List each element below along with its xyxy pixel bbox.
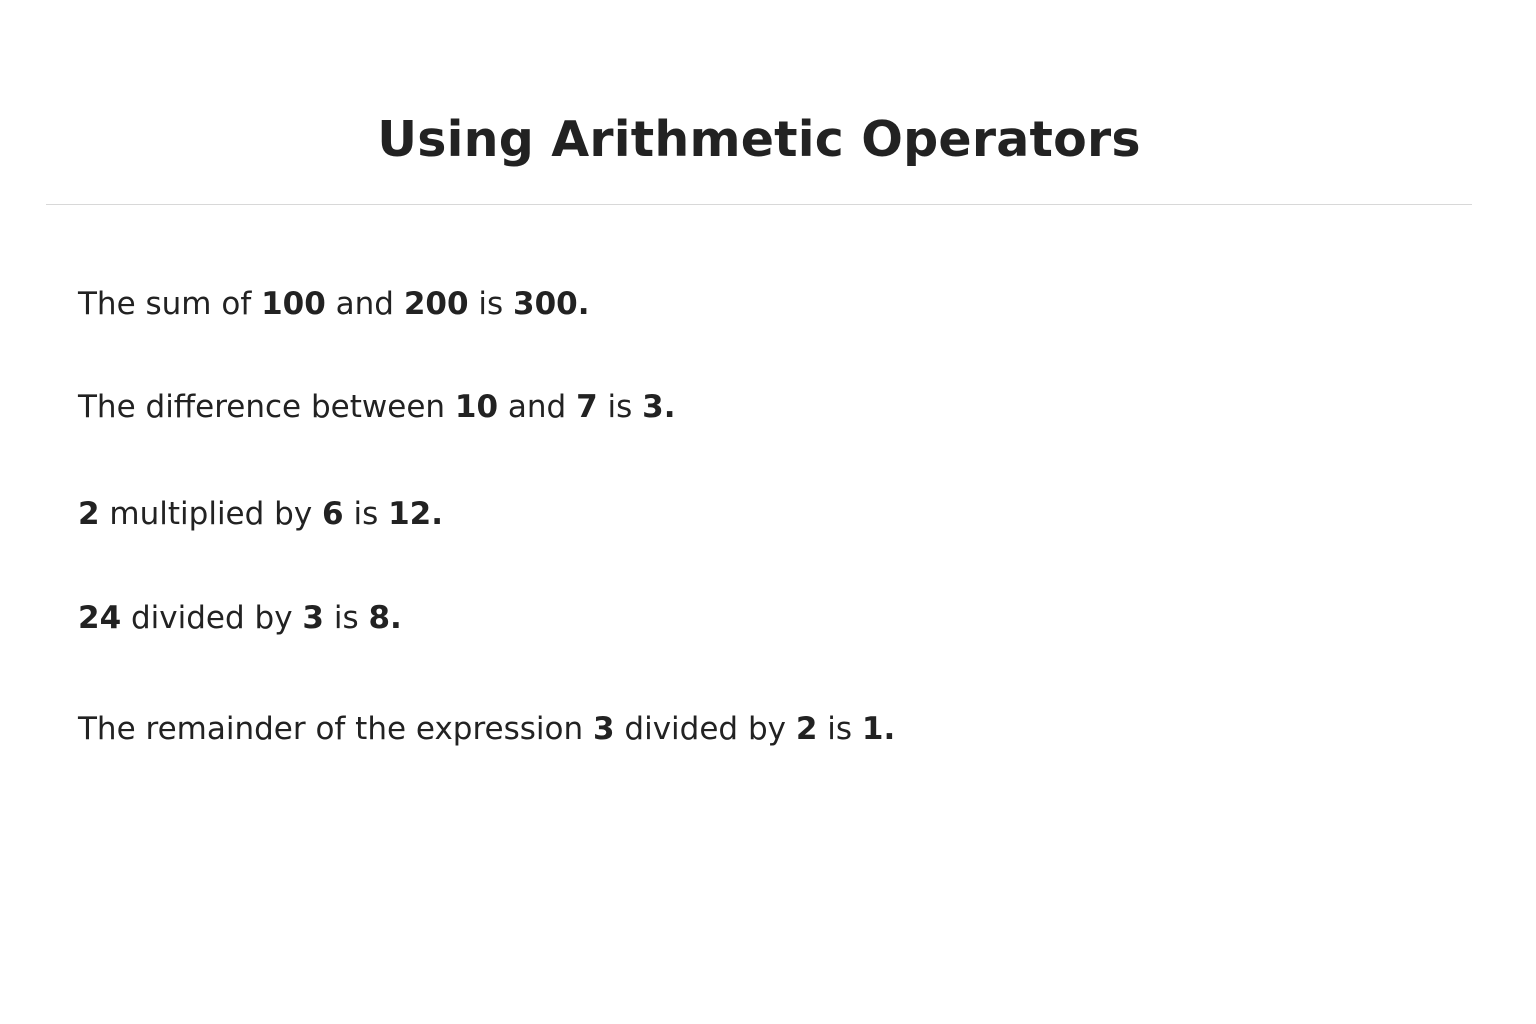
sum-result: 300. bbox=[513, 286, 590, 322]
difference-result: 3. bbox=[642, 389, 676, 425]
quotient-operand-2: 3 bbox=[302, 600, 324, 636]
product-operand-1: 2 bbox=[78, 496, 100, 532]
remainder-text: divided by bbox=[614, 711, 796, 747]
remainder-result: 1. bbox=[861, 711, 896, 747]
product-text: is bbox=[343, 496, 389, 532]
remainder-sentence bbox=[78, 709, 895, 749]
title-divider bbox=[46, 204, 1472, 205]
page-title: Using Arithmetic Operators bbox=[377, 111, 1141, 168]
product-result: 12. bbox=[388, 496, 444, 532]
sum-text: The sum of bbox=[78, 286, 262, 322]
difference-text: and bbox=[498, 389, 577, 425]
sum-operand-2: 200 bbox=[403, 286, 469, 322]
difference-sentence bbox=[78, 387, 675, 427]
difference-operand-2: 7 bbox=[576, 389, 598, 425]
quotient-operand-1: 24 bbox=[78, 600, 122, 636]
sum-text: and bbox=[325, 286, 404, 322]
sum-sentence bbox=[78, 284, 590, 324]
quotient-sentence bbox=[78, 598, 402, 638]
quotient-result: 8. bbox=[368, 600, 402, 636]
quotient-text: is bbox=[323, 600, 369, 636]
sum-text: is bbox=[468, 286, 514, 322]
sum-operand-1: 100 bbox=[261, 286, 326, 322]
remainder-operand-2: 2 bbox=[795, 711, 818, 747]
remainder-text: is bbox=[817, 711, 862, 747]
difference-text: is bbox=[597, 389, 643, 425]
quotient-text: divided by bbox=[121, 600, 303, 636]
product-sentence bbox=[78, 494, 443, 534]
product-text: multiplied by bbox=[99, 496, 323, 532]
difference-text: The difference between bbox=[78, 389, 455, 425]
remainder-operand-1: 3 bbox=[592, 711, 615, 747]
remainder-text: The remainder of the expression bbox=[78, 711, 593, 747]
difference-operand-1: 10 bbox=[454, 389, 499, 425]
product-operand-2: 6 bbox=[322, 496, 344, 532]
